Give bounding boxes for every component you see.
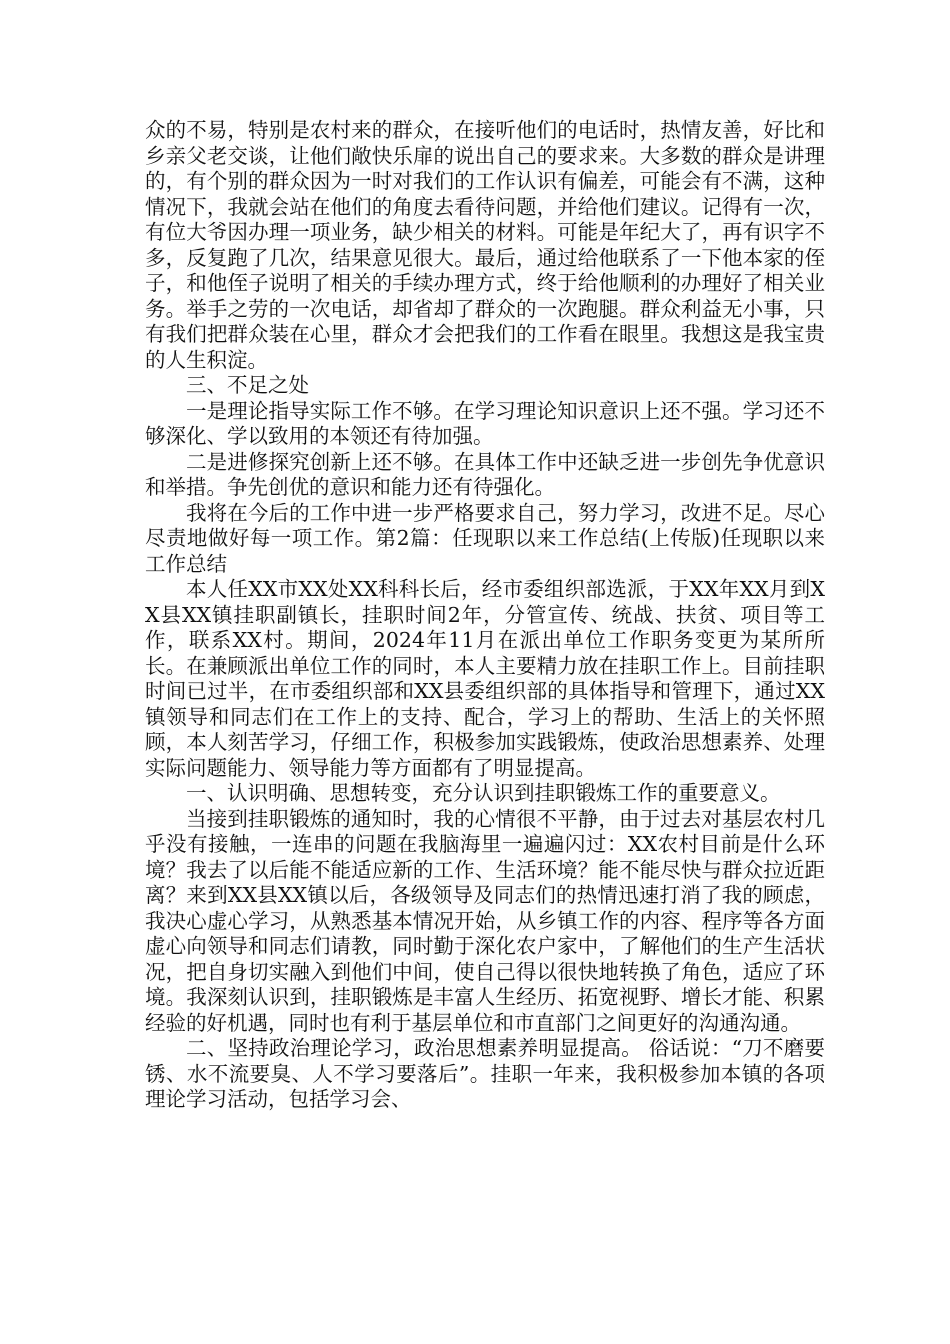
paragraph-shortcoming-2: 二是进修探究创新上还不够。在具体工作中还缺乏进一步创先争优意识和举措。争先创优的意识和能力还有待强化。: [145, 449, 825, 499]
paragraph-continuation: 众的不易，特别是农村来的群众，在接听他们的电话时，热情友善，好比和乡亲父老交谈，让他们敞快乐扉的说出自己的要求来。大多数的群众是讲理的，有个别的群众因为一时对我们的工作认识有偏差，可能会有不满，这种情况下，我就会站在他们的角度去看待问题，并给他们建议。记得有一次，有位大爷因办理一项业务，缺少相关的材料。可能是年纪大了，再有识字不多，反复跑了几次，结果意见很大。最后，通过给他联系了一下他本家的侄子，和他侄子说明了相关的手续办理方式，终于给他顺利的办理好了相关业务。举手之劳的一次电话，却省却了群众的一次跑腿。群众利益无小事，只有我们把群众装在心里，群众才会把我们的工作看在眼里。我想这是我宝贵的人生积淀。: [145, 118, 825, 372]
paragraph-closing: 我将在今后的工作中进一步严格要求自己，努力学习，改进不足。尽心尽责地做好每一项工作。第2篇：任现职以来工作总结(上传版)任现职以来工作总结: [145, 500, 825, 576]
section-heading-shortcomings: 三、不足之处: [186, 373, 309, 397]
paragraph-shortcoming-1: 一是理论指导实际工作不够。在学习理论知识意识上还不强。学习还不够深化、学以致用的本领还有待加强。: [145, 398, 825, 448]
paragraph-intro: 本人任XX市XX处XX科科长后，经市委组织部选派，于XX年XX月到XX县XX镇挂职副镇长，挂职时间2年，分管宣传、统战、扶贫、项目等工作，联系XX村。期间，2024年11月在派出单位工作职务变更为某所所长。在兼顾派出单位工作的同时，本人主要精力放在挂职工作上。目前挂职时间已过半，在市委组织部和XX县委组织部的具体指导和管理下，通过XX镇领导和同志们在工作上的支持、配合，学习上的帮助、生活上的关怀照顾，本人刻苦学习，仔细工作，积极参加实践锻炼，使政治思想素养、处理实际问题能力、领导能力等方面都有了明显提高。: [145, 577, 825, 780]
section-heading-2: 二、坚持政治理论学习，政治思想素养明显提高。 俗话说：“刀不磨要锈、水不流要臭、人不学习要落后”。挂职一年来，我积极参加本镇的各项理论学习活动，包括学习会、: [145, 1036, 825, 1111]
paragraph-body-1: 当接到挂职锻炼的通知时，我的心情很不平静，由于过去对基层农村几乎没有接触，一连串的问题在我脑海里一遍遍闪过：XX农村目前是什么环境？我去了以后能不能适应新的工作、生活环境？能不能尽快与群众拉近距离？来到XX县XX镇以后，各级领导及同志们的热情迅速打消了我的顾虑，我决心虚心学习，从熟悉基本情况开始，从乡镇工作的内容、程序等各方面虚心向领导和同志们请教，同时勤于深化农户家中，了解他们的生产生活状况，把自身切实融入到他们中间，使自己得以很快地转换了角色，适应了环境。我深刻认识到，挂职锻炼是丰富人生经历、拓宽视野、增长才能、积累经验的好机遇，同时也有利于基层单位和市直部门之间更好的沟通沟通。: [145, 806, 825, 1035]
section-heading-1: 一、认识明确、思想转变，充分认识到挂职锻炼工作的重要意义。: [186, 781, 781, 805]
document-page: [145, 118, 825, 1113]
